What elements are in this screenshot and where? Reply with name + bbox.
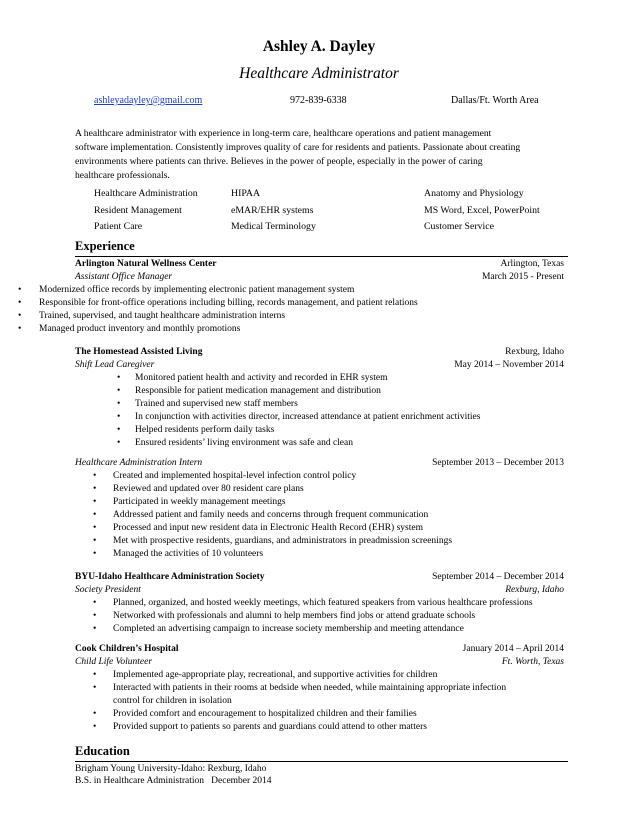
bullet-dot: • [93, 536, 97, 546]
bullet-dot: • [117, 399, 121, 409]
bullet-dot: • [93, 510, 97, 520]
bullet-text: Addressed patient and family needs and concerns through frequent communication [113, 510, 429, 520]
bullet-item [0, 695, 506, 708]
bullet-dot: • [117, 438, 121, 448]
skill-item: Resident Management [94, 204, 182, 216]
skill-item: Patient Care [94, 221, 143, 232]
job-location: Rexburg, Idaho [505, 585, 564, 595]
bullet-dot: • [93, 611, 97, 621]
phone-number: 972-839-6338 [290, 95, 347, 106]
bullet-text: Implemented age-appropriate play, recreational, and supportive activities for children [113, 670, 438, 680]
bullet-dot: • [93, 722, 97, 732]
job-organization: Arlington Natural Wellness Center [75, 259, 217, 269]
bullet-dot: • [93, 523, 97, 533]
candidate-title: Healthcare Administrator [239, 65, 399, 82]
skills-column [94, 186, 198, 236]
education-heading: Education [75, 744, 130, 758]
bullet-text: Provided support to patients so parents and guardians could attend to other matters [113, 722, 427, 732]
bullet-dot: • [93, 683, 97, 693]
bullet-item [0, 323, 418, 336]
bullet-text: Interacted with patients in their rooms at bedside when needed, while maintaining appropriate infection [113, 683, 507, 693]
bullet-item [0, 597, 533, 610]
bullet-text: In conjunction with activities director, increased attendance at patient enrichment activities [135, 412, 481, 422]
bullet-item [0, 470, 452, 483]
bullet-text: Managed product inventory and monthly promotions [39, 324, 241, 334]
bullet-item [0, 610, 533, 623]
bullet-dot: • [93, 497, 97, 507]
experience-heading: Experience [75, 239, 135, 253]
skill-item: Medical Terminology [231, 221, 316, 232]
summary-line: environments where patients can thrive. Believes in the power of people, especially in the power of caring [75, 156, 483, 168]
skill-item: Customer Service [424, 221, 494, 232]
bullet-item [0, 398, 480, 411]
bullet-dot: • [93, 471, 97, 481]
job-role: Shift Lead Caregiver [75, 360, 155, 370]
bullet-item [0, 372, 480, 385]
bullet-item [0, 708, 506, 721]
summary-line: software implementation. Consistently improves quality of care for residents and patients. Passionate about creating [75, 142, 521, 154]
bullet-text: Helped residents perform daily tasks [135, 425, 275, 435]
job-organization: BYU-Idaho Healthcare Administration Society [75, 572, 265, 582]
bullet-dot: • [18, 311, 22, 321]
location: Dallas/Ft. Worth Area [451, 95, 539, 106]
bullet-dot: • [18, 285, 22, 295]
bullet-item [0, 522, 452, 535]
bullet-dot: • [117, 412, 121, 422]
bullet-item [0, 623, 533, 636]
job-bullets [0, 597, 533, 636]
bullet-item [0, 548, 452, 561]
bullet-item [0, 385, 480, 398]
bullet-text: Monitored patient health and activity and recorded in EHR system [135, 373, 388, 383]
job-dates: January 2014 – April 2014 [462, 644, 564, 654]
bullet-dot: • [93, 484, 97, 494]
skill-item: MS Word, Excel, PowerPoint [424, 204, 540, 216]
summary-line: healthcare professionals. [75, 170, 170, 182]
bullet-text: Processed and input new resident data in Electronic Health Record (EHR) system [113, 523, 423, 533]
bullet-item [0, 411, 480, 424]
bullet-text: Participated in weekly management meetings [113, 497, 286, 507]
skill-item: Anatomy and Physiology [424, 188, 524, 199]
job-bullets [0, 470, 452, 561]
bullet-text: Met with prospective residents, guardians, and administrators in preadmission screenings [113, 536, 453, 546]
job-dates: May 2014 – November 2014 [454, 360, 564, 370]
job-location: Ft. Worth, Texas [501, 657, 564, 667]
bullet-dot: • [93, 709, 97, 719]
job-dates: March 2015 - Present [481, 272, 564, 282]
bullet-item [0, 669, 506, 682]
skill-item: HIPAA [231, 188, 261, 199]
skills-column [231, 186, 316, 236]
skill-item: eMAR/EHR systems [231, 204, 314, 216]
bullet-item [0, 682, 506, 695]
education-school: Brigham Young University-Idaho: Rexburg, Idaho [75, 764, 267, 774]
job-bullets [0, 372, 480, 450]
bullet-text: control for children in isolation [113, 696, 232, 706]
section-divider [75, 761, 568, 762]
bullet-item [0, 297, 418, 310]
bullet-dot: • [18, 298, 22, 308]
bullet-item [0, 284, 418, 297]
bullet-item [0, 509, 452, 522]
bullet-dot: • [117, 425, 121, 435]
job-dates: September 2014 – December 2014 [432, 572, 564, 582]
bullet-text: Responsible for patient medication management and distribution [135, 386, 381, 396]
bullet-item [0, 535, 452, 548]
bullet-item [0, 721, 506, 734]
bullet-item [0, 496, 452, 509]
bullet-item [0, 483, 452, 496]
job-location: Arlington, Texas [500, 259, 564, 269]
job-bullets [0, 669, 506, 734]
job-role: Healthcare Administration Intern [75, 458, 203, 468]
bullet-text: Trained and supervised new staff members [135, 399, 298, 409]
bullet-dot: • [117, 386, 121, 396]
section-divider [75, 256, 568, 257]
job-bullets [0, 284, 418, 336]
bullet-dot: • [18, 324, 22, 334]
bullet-text: Modernized office records by implementing electronic patient management system [39, 285, 355, 295]
job-role: Society President [75, 585, 141, 595]
skills-grid [94, 186, 574, 236]
bullet-text: Created and implemented hospital-level infection control policy [113, 471, 357, 481]
bullet-text: Planned, organized, and hosted weekly meetings, which featured speakers from various healthcare professions [113, 598, 533, 608]
bullet-text: Networked with professionals and alumni to help members find jobs or attend graduate schools [113, 611, 476, 621]
job-role: Assistant Office Manager [75, 272, 173, 282]
job-dates: September 2013 – December 2013 [432, 458, 564, 468]
bullet-item [0, 310, 418, 323]
job-organization: The Homestead Assisted Living [75, 347, 203, 357]
job-role: Child Life Volunteer [75, 657, 153, 667]
bullet-text: Responsible for front-office operations including billing, records management, and patient relations [39, 298, 418, 308]
job-organization: Cook Children’s Hospital [75, 644, 179, 654]
bullet-dot: • [117, 373, 121, 383]
bullet-item [0, 424, 480, 437]
candidate-name: Ashley A. Dayley [262, 38, 376, 55]
bullet-text: Ensured residents’ living environment was safe and clean [135, 438, 353, 448]
bullet-dot: • [93, 624, 97, 634]
bullet-text: Provided comfort and encouragement to hospitalized children and their families [113, 709, 417, 719]
bullet-dot: • [93, 549, 97, 559]
skill-item: Healthcare Administration [94, 188, 198, 199]
skills-column [424, 186, 540, 236]
bullet-text: Managed the activities of 10 volunteers [113, 549, 264, 559]
education-degree: B.S. in Healthcare Administration December 2014 [75, 776, 272, 786]
bullet-dot: • [93, 598, 97, 608]
bullet-text: Trained, supervised, and taught healthcare administration interns [39, 311, 286, 321]
summary-line: A healthcare administrator with experience in long-term care, healthcare operations and patient management [75, 128, 492, 139]
bullet-item [0, 437, 480, 450]
bullet-text: Reviewed and updated over 80 resident care plans [113, 484, 304, 494]
bullet-dot: • [93, 670, 97, 680]
summary-paragraph [75, 127, 575, 183]
bullet-text: Completed an advertising campaign to increase society membership and meeting attendance [113, 624, 464, 634]
job-location: Rexburg, Idaho [505, 347, 564, 357]
email-link[interactable]: ashleyadayley@gmail.com [94, 95, 203, 106]
